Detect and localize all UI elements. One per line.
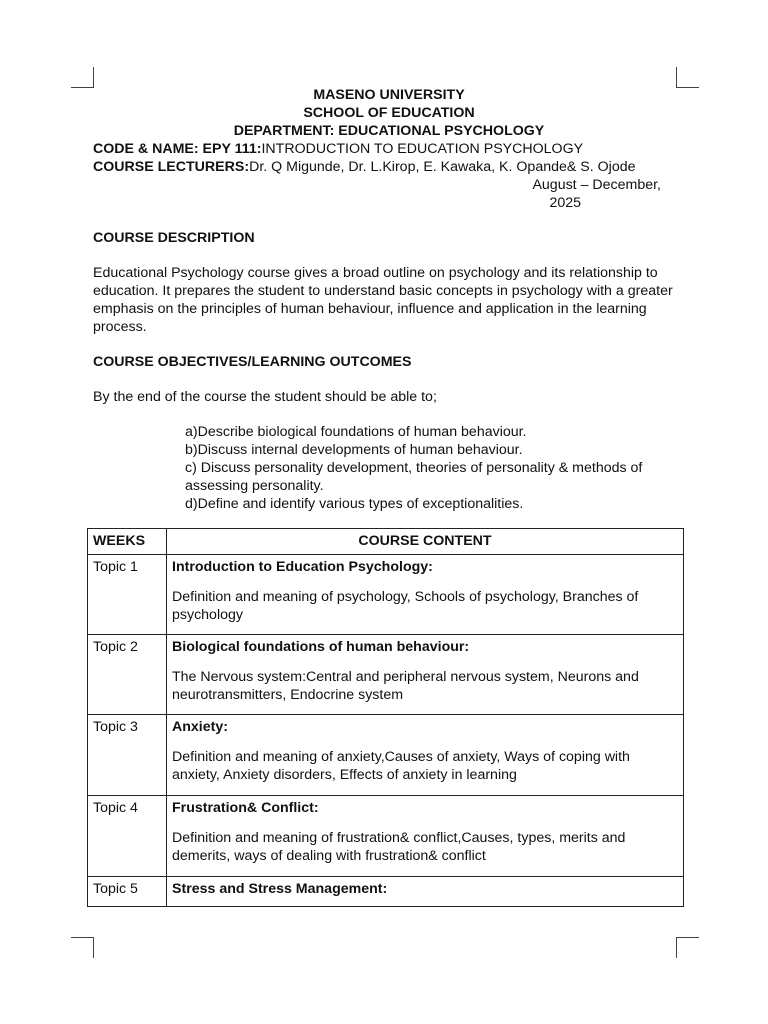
objective-item: b)Discuss internal developments of human behaviour. bbox=[185, 442, 523, 458]
spacer bbox=[93, 212, 685, 229]
crop-mark-top-left bbox=[71, 67, 94, 88]
table-header-row bbox=[88, 529, 684, 555]
table-row bbox=[88, 715, 684, 796]
course-objectives-title: COURSE OBJECTIVES/LEARNING OUTCOMES bbox=[93, 354, 412, 370]
table-row bbox=[88, 796, 684, 877]
content-cell bbox=[167, 796, 684, 877]
week-cell: Topic 1 bbox=[88, 555, 167, 635]
topic-title: Anxiety: bbox=[172, 719, 228, 735]
objective-item: c) Discuss personality development, theories of personality & methods of assessing personality. bbox=[185, 460, 643, 494]
course-code-line bbox=[93, 140, 685, 158]
course-lecturers-line bbox=[93, 158, 685, 176]
course-content-table bbox=[87, 528, 684, 907]
table-row bbox=[88, 877, 684, 907]
course-objectives-intro: By the end of the course the student should be able to; bbox=[93, 389, 437, 405]
university-name: MASENO UNIVERSITY bbox=[313, 87, 465, 103]
week-cell: Topic 5 bbox=[88, 877, 167, 907]
content-cell bbox=[167, 555, 684, 635]
topic-title: Frustration& Conflict: bbox=[172, 800, 319, 816]
content-cell bbox=[167, 715, 684, 796]
crop-mark-bottom-left bbox=[71, 937, 94, 958]
week-cell: Topic 3 bbox=[88, 715, 167, 796]
objective-item: d)Define and identify various types of exceptionalities. bbox=[185, 496, 524, 512]
objectives-list bbox=[185, 423, 665, 513]
topic-body: The Nervous system:Central and peripheral nervous system, Neurons and neurotransmitters, Endocrine system bbox=[172, 669, 639, 703]
objective-item: a)Describe biological foundations of human behaviour. bbox=[185, 424, 527, 440]
course-description-text: Educational Psychology course gives a broad outline on psychology and its relationship to education. It prepares the student to understand basic concepts in psychology with a greater emphasis on the principles of human behaviour, influence and application in the learning process. bbox=[93, 265, 673, 335]
topic-title: Biological foundations of human behaviour: bbox=[172, 639, 470, 655]
course-lecturers-value: Dr. Q Migunde, Dr. L.Kirop, E. Kawaka, K. Opande& S. Ojode bbox=[249, 159, 636, 175]
week-cell: Topic 2 bbox=[88, 635, 167, 715]
topic-body: Definition and meaning of frustration& conflict,Causes, types, merits and demerits, ways of dealing with frustration& conflict bbox=[172, 830, 626, 864]
course-year: 2025 bbox=[549, 195, 581, 211]
department-name: DEPARTMENT: EDUCATIONAL PSYCHOLOGY bbox=[233, 123, 545, 139]
document-page bbox=[93, 86, 685, 513]
course-period: August – December, bbox=[532, 177, 661, 193]
spacer bbox=[93, 336, 685, 353]
table-row bbox=[88, 635, 684, 715]
topic-title: Stress and Stress Management: bbox=[172, 881, 388, 897]
content-cell bbox=[167, 635, 684, 715]
spacer bbox=[93, 406, 685, 423]
topic-body: Definition and meaning of anxiety,Causes of anxiety, Ways of coping with anxiety, Anxiety disorders, Effects of anxiety in learning bbox=[172, 749, 630, 783]
school-name: SCHOOL OF EDUCATION bbox=[303, 105, 475, 121]
content-cell bbox=[167, 877, 684, 907]
crop-mark-bottom-right bbox=[676, 937, 699, 958]
spacer bbox=[93, 247, 685, 264]
topic-title: Introduction to Education Psychology: bbox=[172, 559, 433, 575]
course-code-value: INTRODUCTION TO EDUCATION PSYCHOLOGY bbox=[261, 141, 584, 157]
table-row bbox=[88, 555, 684, 635]
weeks-column-header: WEEKS bbox=[88, 529, 167, 555]
course-lecturers-label: COURSE LECTURERS: bbox=[93, 159, 250, 175]
course-content-column-header: COURSE CONTENT bbox=[167, 529, 684, 555]
crop-mark-top-right bbox=[676, 67, 699, 88]
spacer bbox=[93, 371, 685, 388]
course-code-label: CODE & NAME: EPY 111: bbox=[93, 141, 262, 157]
course-description-title: COURSE DESCRIPTION bbox=[93, 230, 255, 246]
topic-body: Definition and meaning of psychology, Schools of psychology, Branches of psychology bbox=[172, 589, 639, 623]
week-cell: Topic 4 bbox=[88, 796, 167, 877]
